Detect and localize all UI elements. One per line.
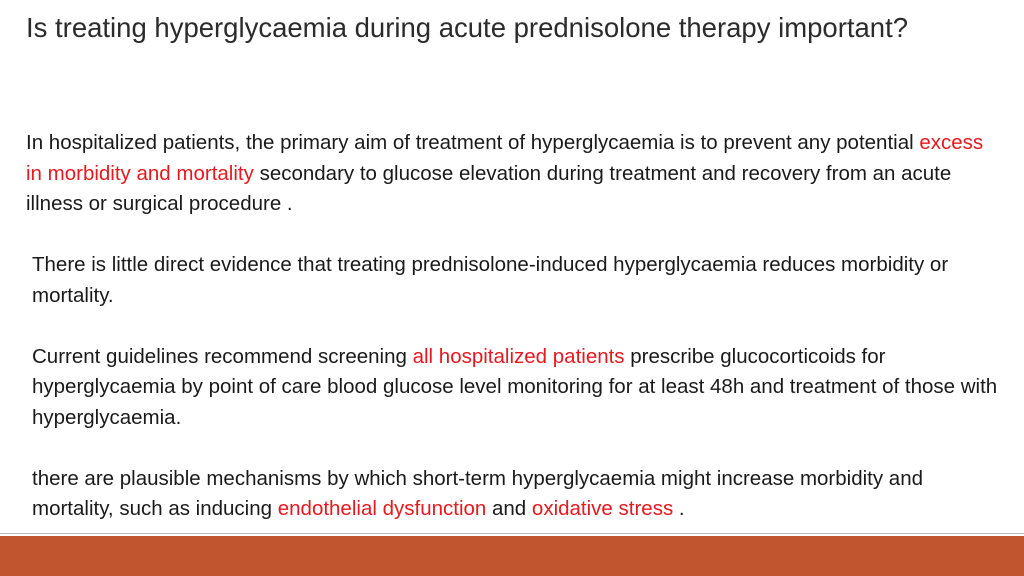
p3-text-before: Current guidelines recommend screening	[32, 344, 413, 368]
slide-body	[26, 128, 1001, 555]
p2-text: There is little direct evidence that treating prednisolone-induced hyperglycaemia reduces morbidity or mortality.	[32, 253, 949, 307]
p1-highlight: excess in morbidity and mortality	[26, 131, 984, 185]
footer-divider	[0, 533, 1024, 534]
p4-highlight-oxidative: oxidative stress	[531, 497, 674, 520]
paragraph-current-guidelines	[26, 342, 1001, 434]
slide-title: Is treating hyperglycaemia during acute prednisolone therapy important?	[26, 12, 909, 43]
p4-text-after: .	[673, 497, 685, 520]
p4-highlight-endothelial: endothelial dysfunction	[277, 497, 487, 520]
footer-bar	[0, 536, 1024, 576]
paragraph-plausible-mechanisms	[26, 464, 1001, 525]
p1-text-before: In hospitalized patients, the primary aim of treatment of hyperglycaemia is to prevent any potential	[26, 131, 920, 154]
p4-text-middle: and	[486, 497, 532, 520]
paragraph-little-evidence	[26, 250, 1001, 311]
p1-text-after: secondary to glucose elevation during treatment and recovery from an acute illness or surgical procedure .	[26, 161, 952, 215]
p3-text-after: prescribe glucocorticoids for hyperglycaemia by point of care blood glucose level monitoring for at least 48h and treatment of those with hyperglycaemia.	[32, 344, 998, 429]
paragraph-primary-aim	[26, 128, 1001, 220]
p3-highlight: all hospitalized patients	[412, 344, 625, 368]
p4-text-before: there are plausible mechanisms by which short-term hyperglycaemia might increase morbidity and mortality, such as inducing	[32, 466, 923, 520]
